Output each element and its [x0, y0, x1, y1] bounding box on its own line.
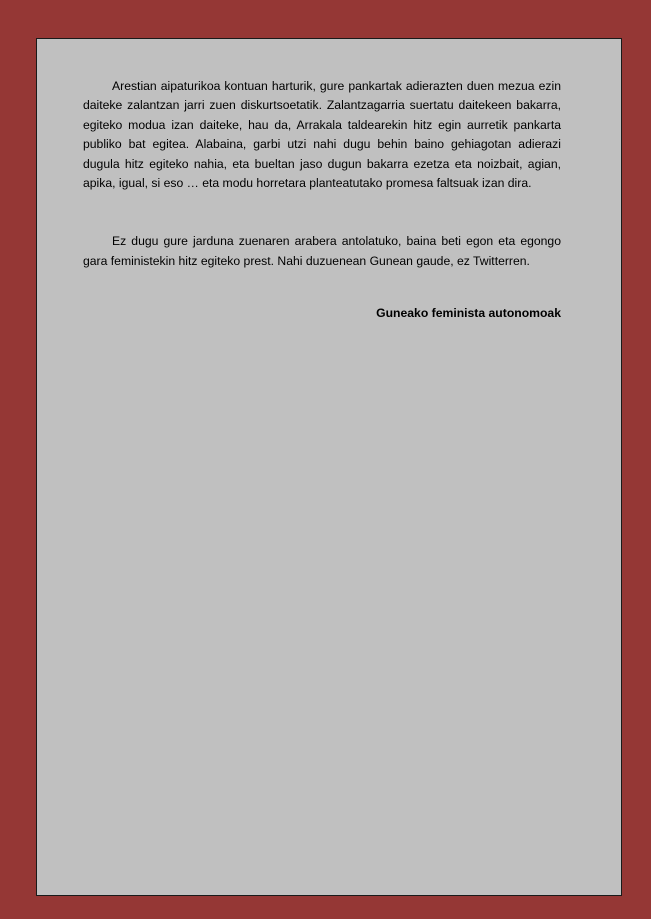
signature: Guneako feminista autonomoak	[376, 306, 561, 321]
document-body	[83, 77, 561, 324]
document-page	[36, 38, 622, 896]
paragraph-2: Ez dugu gure jarduna zuenaren arabera antolatuko, baina beti egon eta egongo gara feministekin hitz egiteko prest. Nahi duzuenean Gunean gaude, ez Twitterren.	[83, 234, 561, 268]
paragraph-1: Arestian aipaturikoa kontuan harturik, gure pankartak adierazten duen mezua ezin daiteke zalantzan jarri zuen diskurtsoetatik. Zalantzagarria suertatu daitekeen bakarra, egiteko modua izan daiteke, hau da, Arrakala taldearekin hitz egin aurretik pankarta publiko bat egitea. Alabaina, garbi utzi nahi dugu behin baino gehiagotan adierazi dugula hitz egiteko nahia, eta bueltan jaso dugun bakarra ezetza eta noizbait, agian, apika, igual, si eso … eta modu horretara planteatutako promesa faltsuak izan dira.	[83, 79, 561, 191]
